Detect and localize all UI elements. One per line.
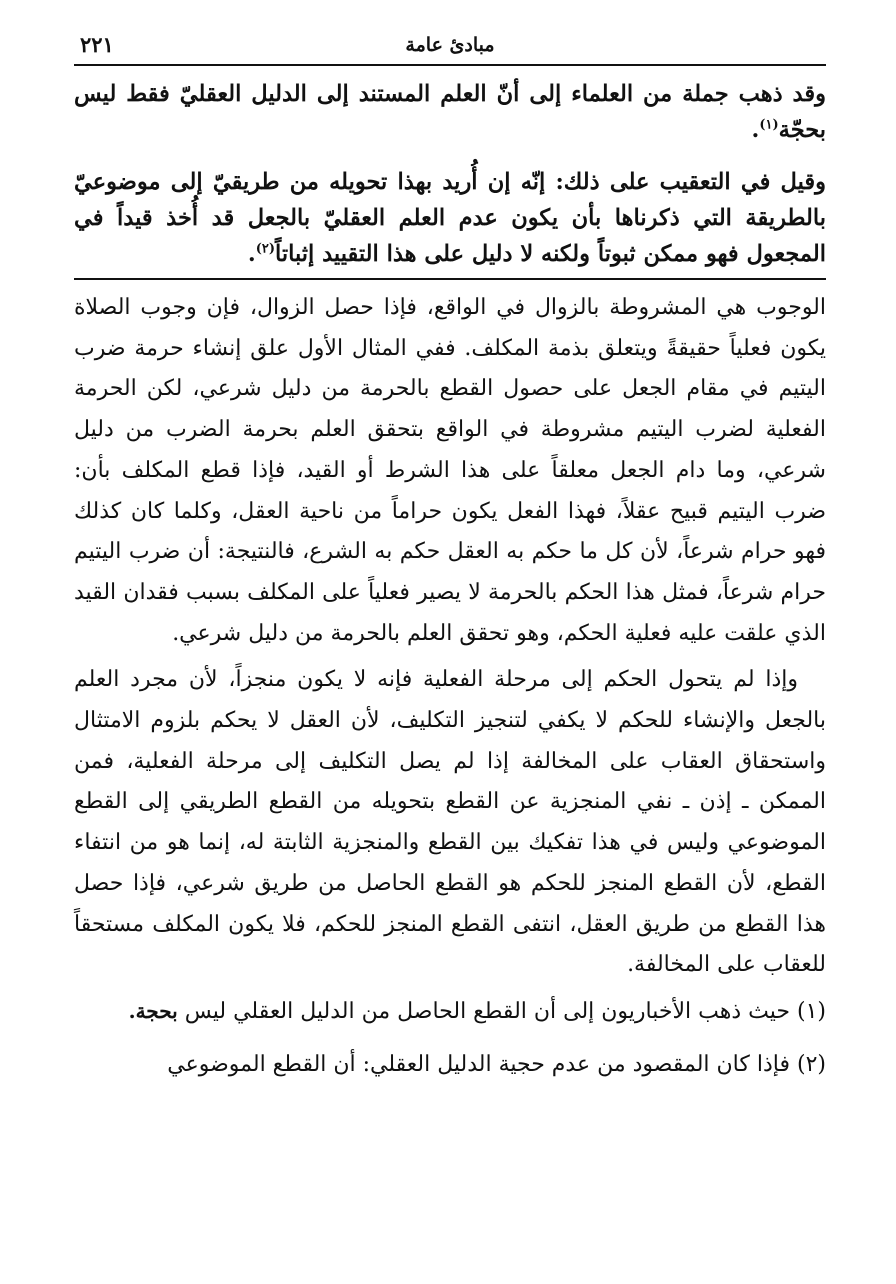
commentary-text: [74, 288, 826, 986]
main-text-bold: [74, 76, 826, 272]
section-rule: [74, 278, 826, 280]
body-paragraph-1: الوجوب هي المشروطة بالزوال في الواقع، فإذا حصل الزوال، فإن وجوب الصلاة يكون فعلياً حقيقةً ويتعلق بذمة المكلف. ففي المثال الأول علق إنشاء حرمة ضرب اليتيم في مقام الجعل على حصول القطع بالحرمة من دليل شرعي، لكن الحرمة الفعلية لضرب اليتيم مشروطة في الواقع بتحقق العلم بحرمة الضرب من دليل شرعي، وما دام الجعل معلقاً على هذا الشرط أو القيد، فإذا قطع المكلف بأن: ضرب اليتيم قبيح عقلاً، فهذا الفعل يكون حراماً من ناحية العقل، وكلما كان كذلك فهو حرام شرعاً، لأن كل ما حكم به العقل حكم به الشرع، فالنتيجة: أن ضرب اليتيم حرام شرعاً، فمثل هذا الحكم بالحرمة لا يصير فعلياً على المكلف بسبب فقدان القيد الذي علقت عليه فعلية الحكم، وهو تحقق العلم بالحرمة من دليل شرعي.: [74, 295, 826, 646]
footnote-1: (١) حيث ذهب الأخباريون إلى أن القطع الحاصل من الدليل العقلي ليس بحجة.: [128, 998, 826, 1024]
running-header: [74, 30, 826, 64]
header-rule: [74, 64, 826, 66]
footnote-2: (٢) فإذا كان المقصود من عدم حجية الدليل العقلي: أن القطع الموضوعي: [167, 1051, 826, 1077]
book-page: [74, 30, 826, 1098]
page-title: مبادئ عامة: [405, 34, 495, 56]
body-paragraph-2: وإذا لم يتحول الحكم إلى مرحلة الفعلية فإنه لا يكون منجزاً، لأن مجرد العلم بالجعل والإنشاء للحكم لا يكفي لتنجيز التكليف، لأن العقل لا يحكم بلزوم الامتثال واستحقاق العقاب على المخالفة إذا لم يصل التكليف إلى مرحلة الفعلية، فمن الممكن ـ إذن ـ نفي المنجزية عن القطع بتحويله من القطع الطريقي إلى القطع الموضوعي وليس في هذا تفكيك بين القطع والمنجزية الثابتة له، إنما هو من انتفاء القطع، لأن القطع المنجز للحكم هو القطع الحاصل من طريق شرعي، فإذا حصل هذا القطع من طريق العقل، انتفى القطع المنجز للحكم، فلا يكون المكلف مستحقاً للعقاب على المخالفة.: [74, 667, 827, 978]
footnotes: [74, 992, 826, 1084]
bold-paragraph-1: وقد ذهب جملة من العلماء إلى أنّ العلم المستند إلى الدليل العقليّ فقط ليس بحجّة$^{(١)}$.: [74, 81, 826, 143]
footnote-ref-1: (١): [759, 117, 779, 133]
page-number: ٢٢١: [80, 32, 114, 57]
bold-paragraph-2: وقيل في التعقيب على ذلك: إنّه إن أُريد بهذا تحويله من طريقيّ إلى موضوعيّ بالطريقة التي ذكرناها بأن يكون عدم العلم العقليّ بالجعل قد أُخذ قيداً في المجعول فهو ممكن ثبوتاً ولكنه لا دليل على هذا التقييد إثباتاً$^{(٢)}$.: [74, 169, 826, 267]
footnote-ref-2: (٢): [255, 241, 275, 257]
